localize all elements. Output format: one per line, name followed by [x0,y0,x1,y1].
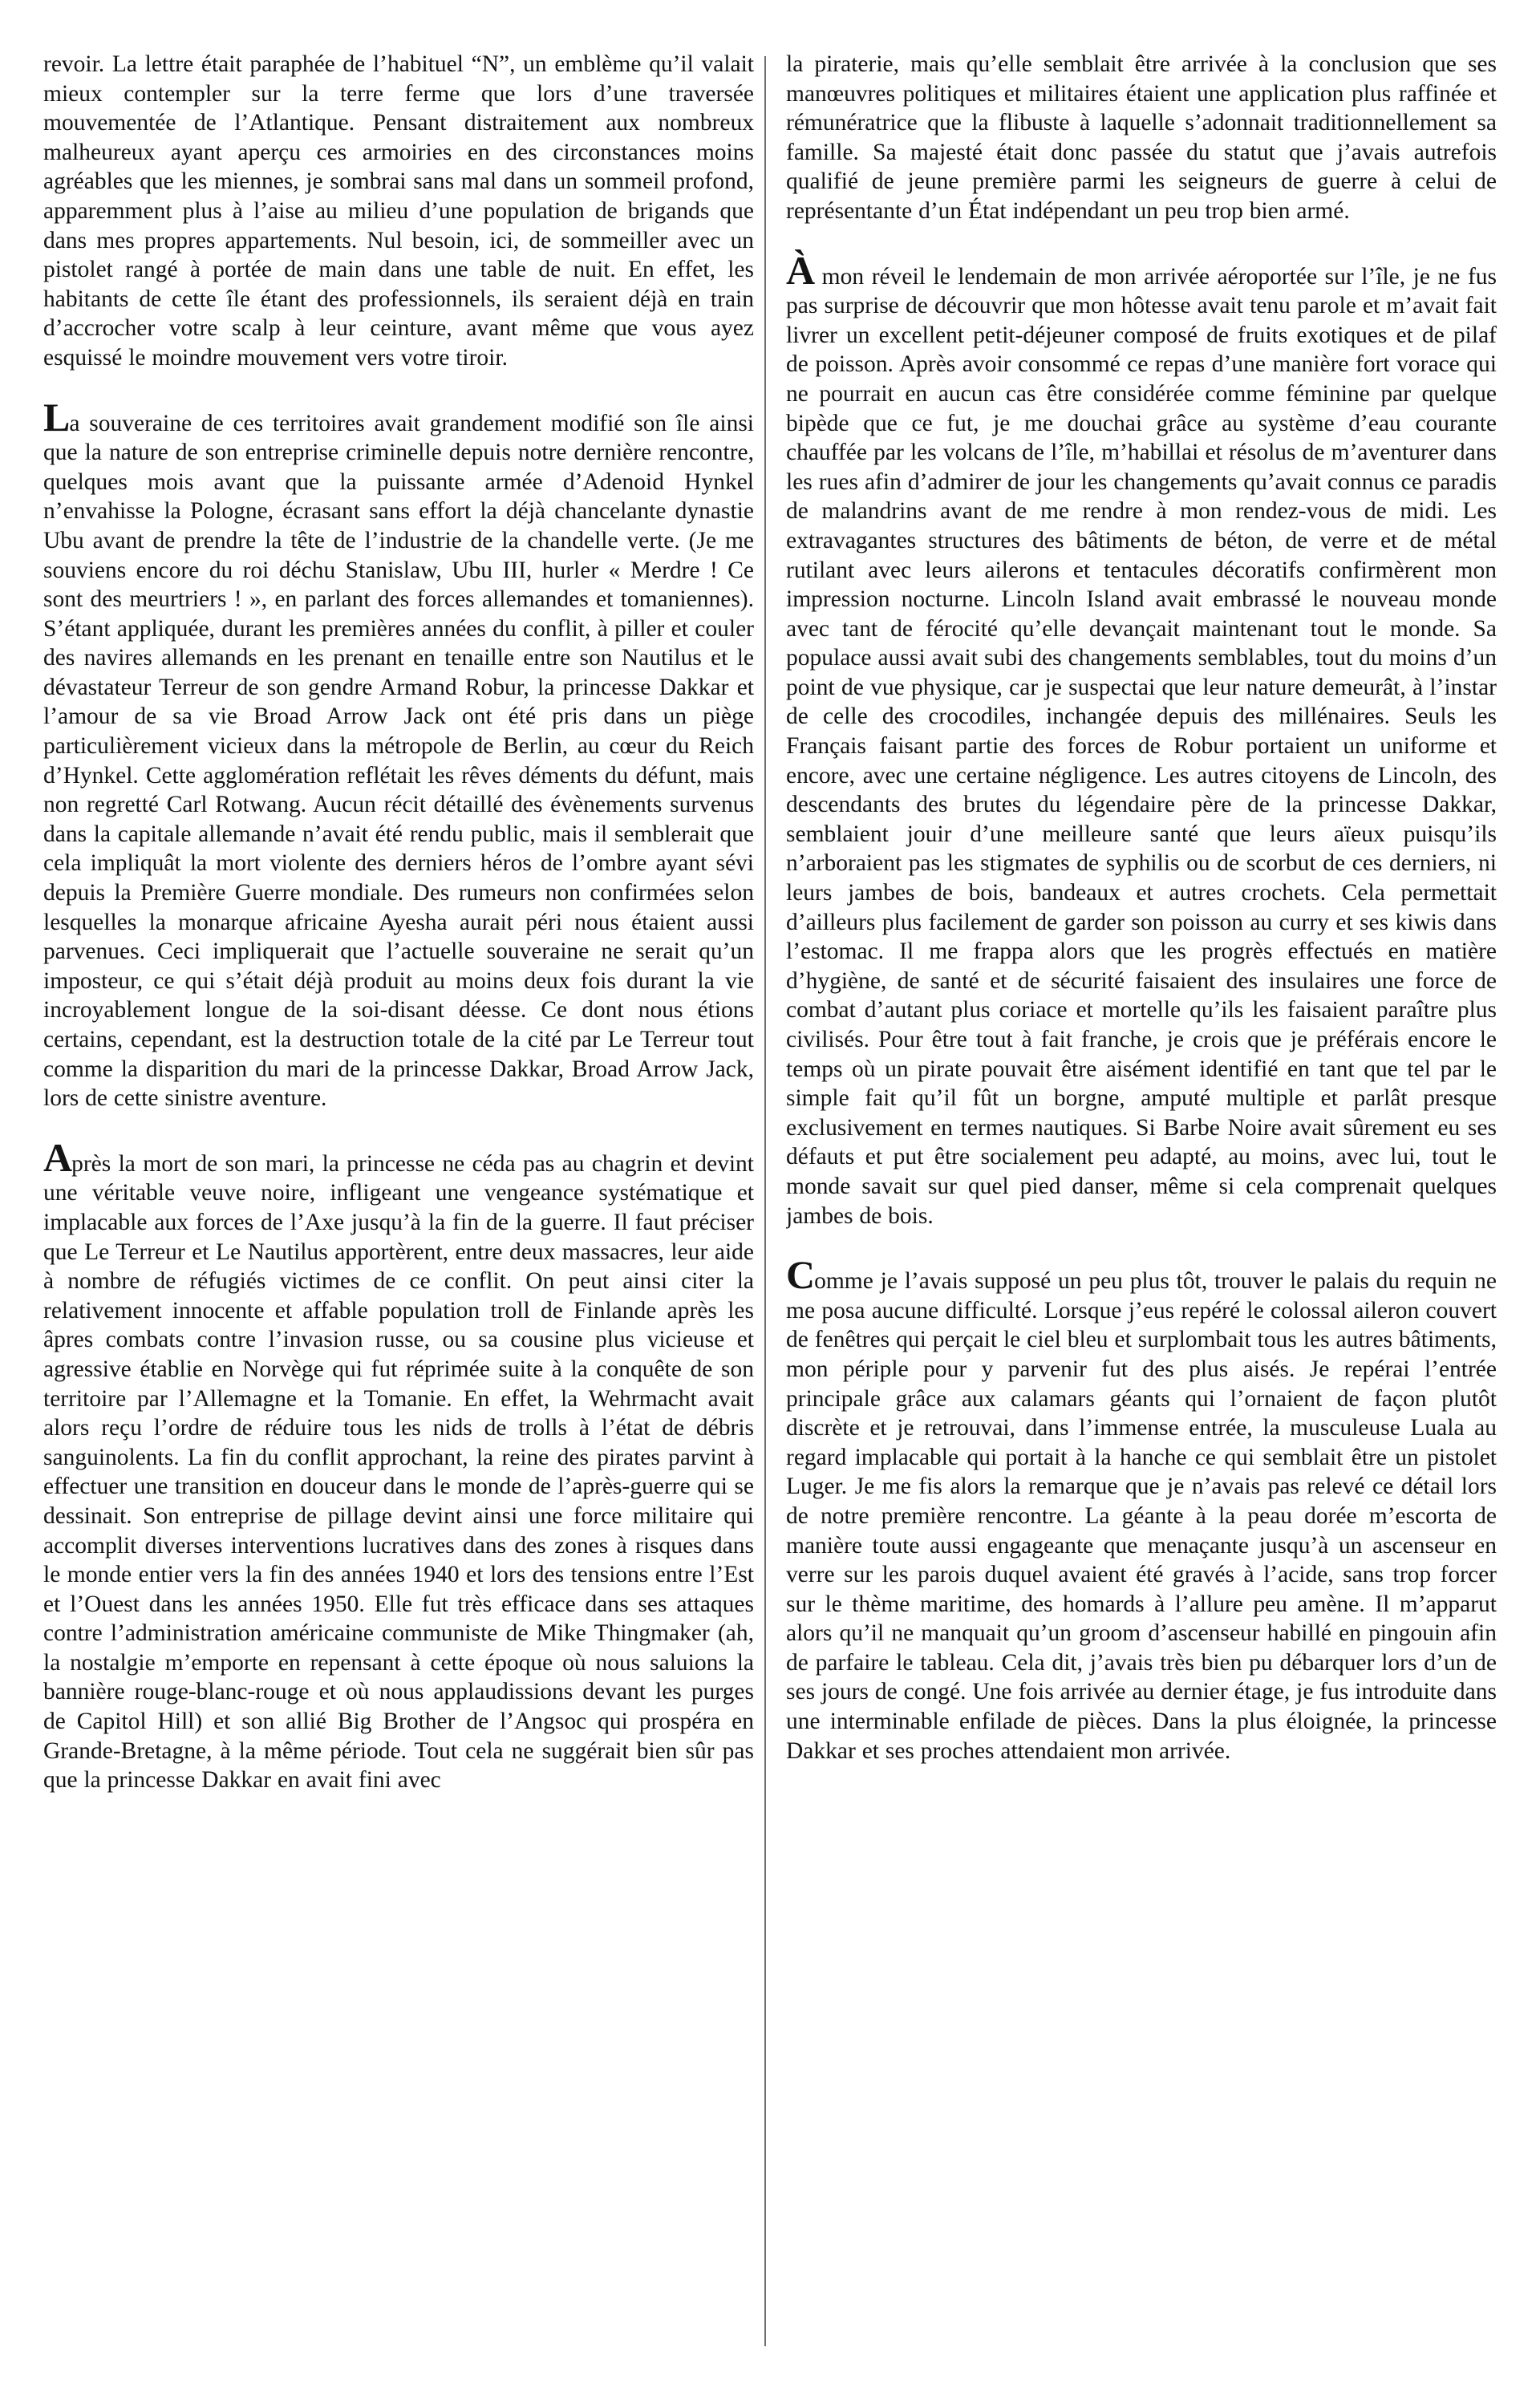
drop-cap: L [43,394,70,440]
paragraph-text: a souveraine de ces territoires avait grandement modifié son île ainsi que la nature de son entreprise criminelle depuis notre dernière rencontre, quelques mois avant que la puissante armée d’Adenoid Hynkel n’envahisse la Pologne, écrasant sans effort la déjà chancelante dynastie Ubu avant de prendre la tête de l’industrie de la chandelle verte. (Je me souviens encore du roi déchu Stanislaw, Ubu III, hurler « Merdre ! Ce sont des meurtriers ! », en parlant des forces allemandes et tomaniennes). S’étant appliquée, durant les premières années du conflit, à piller et couler des navires allemands en les prenant en tenaille entre son Nautilus et le dévastateur Terreur de son gendre Armand Robur, la princesse Dakkar et l’amour de sa vie Broad Arrow Jack ont été pris dans un piège particulièrement vicieux dans la métropole de Berlin, au cœur du Reich d’Hynkel. Cette agglomération reflétait les rêves déments du défunt, mais non regretté Carl Rotwang. Aucun récit détaillé des évènements survenus dans la capitale allemande n’avait été rendu public, mais il semblerait que cela impliquât la mort violente des derniers héros de l’ombre ayant sévi depuis la Première Guerre mondiale. Des rumeurs non confirmées selon lesquelles la monarque africaine Ayesha aurait péri nous étaient aussi parvenues. Ceci impliquerait que l’actuelle souveraine ne serait qu’un imposteur, ce qui s’était déjà produit au moins deux fois durant la vie incroyablement longue de la soi-disant déesse. Ce dont nous étions certains, cependant, est la destruction totale de la cité par Le Terreur tout comme la disparition du mari de la princesse Dakkar, Broad Arrow Jack, lors de cette sinistre aventure. [43,410,754,1112]
paragraph [786,1252,1497,1765]
right-column [786,50,1497,2360]
paragraph-continued [786,50,1497,226]
paragraph [43,394,754,1113]
paragraph [786,247,1497,1231]
column-divider [764,56,766,2346]
paragraph [43,1134,754,1795]
paragraph-text: mon réveil le lendemain de mon arrivée aéroportée sur l’île, je ne fus pas surprise de découvrir que mon hôtesse avait tenu parole et m’avait fait livrer un excellent petit-déjeuner composé de fruits exotiques et de pilaf de poisson. Après avoir consommé ce repas d’une manière fort vorace qui ne pourrait en aucun cas être considérée comme féminine par quelque bipède que ce fut, je me douchai grâce au système d’eau courante chauffée par les volcans de l’île, m’habillai et résolus de m’aventurer dans les rues afin d’admirer de jour les changements qu’avait connus ce paradis de malandrins avant de me rendre à mon rendez-vous de midi. Les extravagantes structures des bâtiments de béton, de verre et de métal rutilant avec leurs ailerons et tentacules décoratifs confirmèrent mon impression nocturne. Lincoln Island avait embrassé le nouveau monde avec tant de férocité qu’elle devançait maintenant tout le monde. Sa populace aussi avait subi des changements semblables, tout du moins d’un point de vue physique, car je suspectai que leur nature demeurât, à l’instar de celle des crocodiles, inchangée depuis des millénaires. Seuls les Français faisant partie des forces de Robur portaient un uniforme et encore, avec une certaine négligence. Les autres citoyens de Lincoln, des descendants des brutes du légendaire père de la princesse Dakkar, semblaient jouir d’une meilleure santé que leurs aïeux puisqu’ils n’arboraient pas les stigmates de syphilis ou de scorbut de ces derniers, ni leurs jambes de bois, bandeaux et autres crochets. Cela permettait d’ailleurs plus facilement de garder son poisson au curry et ses kiwis dans l’estomac. Il me frappa alors que les progrès effectués en matière d’hygiène, de santé et de sécurité faisaient des insulaires une force de combat d’autant plus coriace et mortelle qu’ils les faisaient paraître plus civilisés. Pour être tout à fait franche, je crois que je préférais encore le temps où un pirate pouvait être aisément identifié en tant que tel par le simple fait qu’il fût un borgne, amputé multiple et parlât presque exclusivement en termes nautiques. Si Barbe Noire avait sûrement eu ses défauts et put être socialement peu adapté, au moins, avec lui, tout le monde savait sur quel pied danser, même si cela comprenait quelques jambes de bois. [786,263,1497,1229]
paragraph-text: la piraterie, mais qu’elle semblait être arrivée à la conclusion que ses manœuvres politiques et militaires étaient une application plus raffinée et rémunératrice que la flibuste à laquelle s’adonnait traditionnellement sa famille. Sa majesté était donc passée du statut que j’avais autrefois qualifié de jeune première parmi les seigneurs de guerre à celui de représentante d’un État indépendant un peu trop bien armé. [786,51,1497,224]
paragraph-text: près la mort de son mari, la princesse ne céda pas au chagrin et devint une véritable veuve noire, infligeant une vengeance systématique et implacable aux forces de l’Axe jusqu’à la fin de la guerre. Il faut préciser que Le Terreur et Le Nautilus apportèrent, entre deux massacres, leur aide à nombre de réfugiés victimes de ce conflit. On peut ainsi citer la relativement innocente et affable population troll de Finlande après les âpres combats contre l’invasion russe, ou sa cousine plus vicieuse et agressive établie en Norvège qui fut réprimée suite à la conquête de son territoire par l’Allemagne et la Tomanie. En effet, la Wehrmacht avait alors reçu l’ordre de réduire tous les nids de trolls à l’état de débris sanguinolents. La fin du conflit approchant, la reine des pirates parvint à effectuer une transition en douceur dans le monde de l’après-guerre qui se dessinait. Son entreprise de pillage devint ainsi une force militaire qui accomplit diverses interventions lucratives dans des zones à risques dans le monde entier vers la fin des années 1940 et lors des tensions entre l’Est et l’Ouest dans les années 1950. Elle fut très efficace dans ses attaques contre l’administration américaine communiste de Mike Thingmaker (ah, la nostalgie m’emporte en repensant à cette époque où nous saluions la bannière rouge-blanc-rouge et où nous applaudissions devant les purges de Capitol Hill) et son allié Big Brother de l’Angsoc qui prospéra en Grande-Bretagne, à la même période. Tout cela ne suggérait bien sûr pas que la princesse Dakkar en avait fini avec [43,1150,754,1794]
paragraph-text: omme je l’avais supposé un peu plus tôt, trouver le palais du requin ne me posa aucune difficulté. Lorsque j’eus repéré le colossal aileron couvert de fenêtres qui perçait le ciel bleu et surplombait tous les autres bâtiments, mon périple pour y parvenir fut des plus aisés. Je repérai l’entrée principale grâce aux calamars géants qui l’ornaient de façon plutôt discrète et je retrouvai, dans l’immense entrée, la musculeuse Luala au regard implacable qui portait à la hanche ce qui semblait être un pistolet Luger. Je me fis alors la remarque que je n’avais pas relevé ce détail lors de notre première rencontre. La géante à la peau dorée m’escorta de manière toute aussi engageante que menaçante jusqu’à un ascenseur en verre sur les parois duquel avaient été gravés à l’acide, sans trop forcer sur le thème maritime, des homards à l’allure peu amène. Il m’apparut alors qu’il ne manquait qu’un groom d’ascenseur habillé en pingouin afin de parfaire le tableau. Cela dit, j’avais très bien pu débarquer lors d’un de ses jours de congé. Une fois arrivée au dernier étage, je fus introduite dans une interminable enfilade de pièces. Dans la plus éloignée, la princesse Dakkar et ses proches attendaient mon arrivée. [786,1268,1497,1764]
drop-cap: À [786,247,815,293]
drop-cap: A [43,1134,72,1180]
left-column [43,50,754,2360]
paragraph-text: revoir. La lettre était paraphée de l’habituel “N”, un emblème qu’il valait mieux contempler sur la terre ferme que lors d’une traversée mouvementée de l’Atlantique. Pensant distraitement aux nombreux malheureux ayant aperçu ces armoiries en des circonstances moins agréables que les miennes, je sombrai sans mal dans un sommeil profond, apparemment plus à l’aise au milieu d’une population de brigands que dans mes propres appartements. Nul besoin, ici, de sommeiller avec un pistolet rangé à portée de main dans une table de nuit. En effet, les habitants de cette île étant des professionnels, ils seraient déjà en train d’accrocher votre scalp à leur ceinture, avant même que vous ayez esquissé le moindre mouvement vers votre tiroir. [43,51,754,371]
drop-cap: C [786,1252,815,1298]
paragraph-continued [43,50,754,373]
